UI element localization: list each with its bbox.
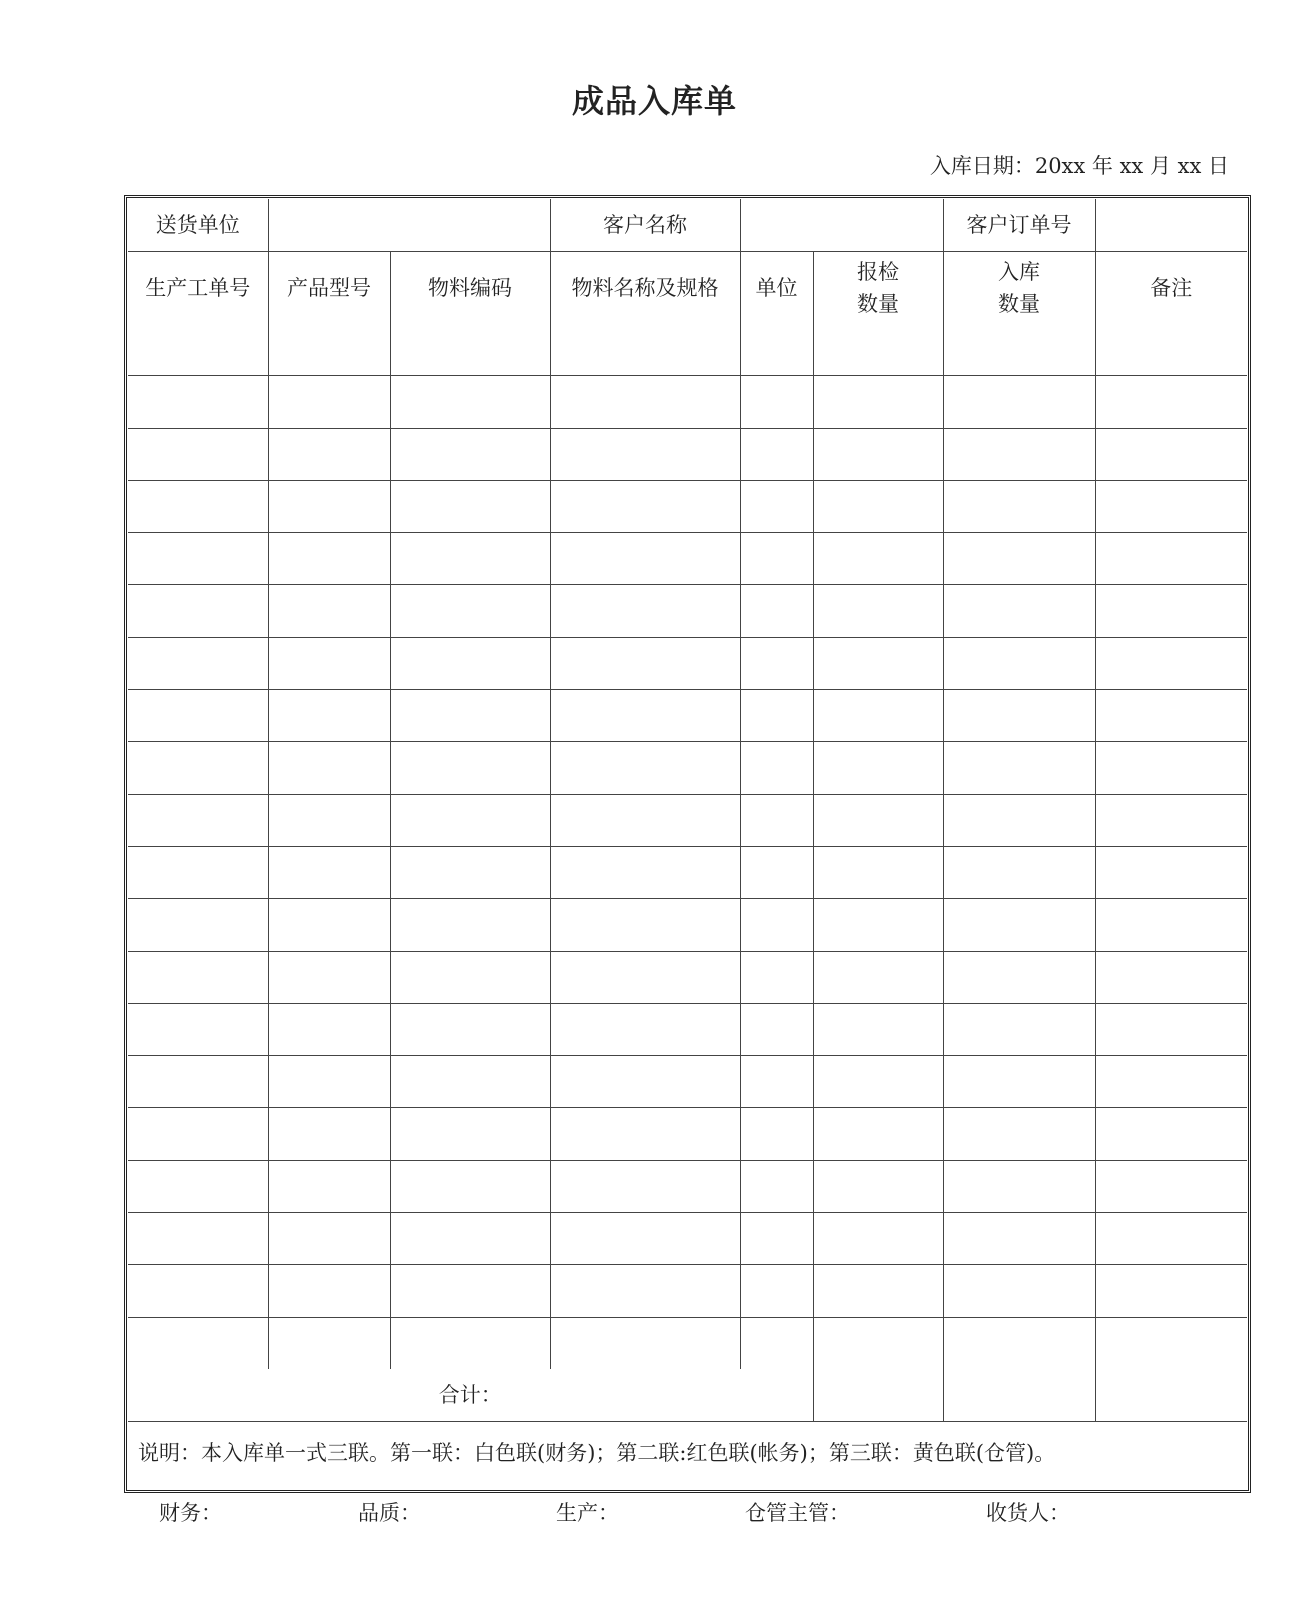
table-cell[interactable]	[813, 480, 943, 532]
table-cell[interactable]	[813, 1317, 943, 1369]
delivery-unit-label: 送货单位	[128, 199, 268, 252]
total-label: 合计：	[128, 1369, 813, 1422]
table-row	[128, 1003, 1247, 1055]
table-cell[interactable]	[1095, 1160, 1247, 1212]
table-cell[interactable]	[813, 742, 943, 794]
table-cell[interactable]	[740, 1003, 813, 1055]
table-cell[interactable]	[128, 637, 268, 689]
table-cell[interactable]	[390, 324, 550, 376]
table-cell[interactable]	[943, 1160, 1095, 1212]
table-cell[interactable]	[390, 1056, 550, 1108]
table-cell[interactable]	[268, 1160, 390, 1212]
table-cell[interactable]	[550, 324, 740, 376]
table-cell[interactable]	[813, 324, 943, 376]
total-row	[128, 1369, 1247, 1422]
table-cell[interactable]	[943, 480, 1095, 532]
table-cell[interactable]	[740, 1265, 813, 1317]
table-cell[interactable]	[268, 1056, 390, 1108]
table-row	[128, 1056, 1247, 1108]
column-header: 产品型号	[268, 252, 390, 325]
header-row-info	[128, 199, 1247, 252]
table-cell[interactable]	[268, 794, 390, 846]
table-cell[interactable]	[390, 428, 550, 480]
table-cell[interactable]	[740, 376, 813, 428]
table-row	[128, 1160, 1247, 1212]
table-cell[interactable]	[740, 533, 813, 585]
table-cell[interactable]	[943, 742, 1095, 794]
table-cell[interactable]	[550, 846, 740, 898]
table-cell[interactable]	[1095, 585, 1247, 637]
table-cell[interactable]	[943, 1265, 1095, 1317]
table-cell[interactable]	[128, 480, 268, 532]
table-cell[interactable]	[1095, 690, 1247, 742]
customer-order-field[interactable]	[1095, 199, 1247, 252]
column-header: 生产工单号	[128, 252, 268, 325]
table-cell[interactable]	[550, 794, 740, 846]
table-row	[128, 376, 1247, 428]
table-row	[128, 428, 1247, 480]
table-cell[interactable]	[390, 951, 550, 1003]
page-title: 成品入库单	[571, 82, 737, 120]
table-cell[interactable]	[550, 951, 740, 1003]
table-cell[interactable]	[128, 1108, 268, 1160]
table-cell[interactable]	[1095, 1003, 1247, 1055]
table-cell[interactable]	[390, 1265, 550, 1317]
table-cell[interactable]	[943, 1317, 1095, 1369]
table-cell[interactable]	[943, 428, 1095, 480]
table-cell[interactable]	[740, 324, 813, 376]
table-cell[interactable]	[268, 585, 390, 637]
table-cell[interactable]	[128, 1003, 268, 1055]
table-cell[interactable]	[390, 1003, 550, 1055]
total-inspected-field[interactable]	[813, 1369, 943, 1422]
table-cell[interactable]	[1095, 794, 1247, 846]
table-cell[interactable]	[550, 1160, 740, 1212]
table-cell[interactable]	[268, 899, 390, 951]
table-cell[interactable]	[943, 637, 1095, 689]
table-cell[interactable]	[128, 690, 268, 742]
table-cell[interactable]	[943, 376, 1095, 428]
column-header: 入库 数量	[943, 252, 1095, 325]
table-cell[interactable]	[1095, 480, 1247, 532]
table-cell[interactable]	[128, 899, 268, 951]
table-cell[interactable]	[943, 951, 1095, 1003]
table-cell[interactable]	[1095, 1108, 1247, 1160]
table-cell[interactable]	[813, 376, 943, 428]
note-text: 说明：本入库单一式三联。第一联：白色联(财务)；第二联:红色联(帐务)；第三联：黄色联(仓管)。	[128, 1421, 1247, 1485]
table-cell[interactable]	[128, 324, 268, 376]
table-cell[interactable]	[1095, 1213, 1247, 1265]
table-cell[interactable]	[740, 1108, 813, 1160]
column-header: 物料编码	[390, 252, 550, 325]
table-cell[interactable]	[128, 846, 268, 898]
receipt-table-frame	[124, 195, 1251, 1493]
table-cell[interactable]	[390, 1213, 550, 1265]
note-row	[128, 1421, 1247, 1485]
table-cell[interactable]	[943, 1056, 1095, 1108]
table-cell[interactable]	[390, 376, 550, 428]
table-cell[interactable]	[813, 951, 943, 1003]
table-cell[interactable]	[740, 951, 813, 1003]
table-cell[interactable]	[550, 1108, 740, 1160]
table-cell[interactable]	[128, 951, 268, 1003]
table-cell[interactable]	[128, 1265, 268, 1317]
table-cell[interactable]	[128, 1317, 268, 1369]
table-row	[128, 324, 1247, 376]
table-cell[interactable]	[1095, 951, 1247, 1003]
table-cell[interactable]	[740, 428, 813, 480]
table-cell[interactable]	[1095, 324, 1247, 376]
table-cell[interactable]	[943, 585, 1095, 637]
table-cell[interactable]	[813, 637, 943, 689]
table-cell[interactable]	[128, 742, 268, 794]
table-cell[interactable]	[550, 637, 740, 689]
table-cell[interactable]	[550, 1317, 740, 1369]
table-cell[interactable]	[813, 899, 943, 951]
table-cell[interactable]	[550, 585, 740, 637]
column-header: 报检 数量	[813, 252, 943, 325]
table-row	[128, 1108, 1247, 1160]
table-cell[interactable]	[390, 742, 550, 794]
table-cell[interactable]	[740, 1317, 813, 1369]
signature-production: 生产：	[556, 1501, 619, 1525]
table-row	[128, 794, 1247, 846]
table-row	[128, 637, 1247, 689]
table-cell[interactable]	[740, 794, 813, 846]
customer-name-label: 客户名称	[550, 199, 740, 252]
total-stocked-field[interactable]	[943, 1369, 1095, 1422]
table-cell[interactable]	[550, 376, 740, 428]
table-cell[interactable]	[943, 899, 1095, 951]
table-cell[interactable]	[550, 1265, 740, 1317]
table-cell[interactable]	[740, 480, 813, 532]
table-cell[interactable]	[550, 742, 740, 794]
table-cell[interactable]	[390, 794, 550, 846]
table-cell[interactable]	[943, 1108, 1095, 1160]
table-row	[128, 1317, 1247, 1369]
table-cell[interactable]	[813, 585, 943, 637]
table-cell[interactable]	[128, 533, 268, 585]
table-cell[interactable]	[128, 585, 268, 637]
table-cell[interactable]	[268, 1317, 390, 1369]
table-cell[interactable]	[390, 899, 550, 951]
table-cell[interactable]	[268, 1213, 390, 1265]
table-cell[interactable]	[740, 690, 813, 742]
table-cell[interactable]	[813, 1056, 943, 1108]
table-cell[interactable]	[268, 846, 390, 898]
table-row	[128, 585, 1247, 637]
table-cell[interactable]	[813, 1213, 943, 1265]
table-cell[interactable]	[268, 376, 390, 428]
signature-finance: 财务：	[159, 1501, 222, 1525]
table-cell[interactable]	[550, 1003, 740, 1055]
table-cell[interactable]	[128, 794, 268, 846]
table-cell[interactable]	[268, 1265, 390, 1317]
table-row	[128, 899, 1247, 951]
table-cell[interactable]	[268, 1108, 390, 1160]
table-cell[interactable]	[1095, 533, 1247, 585]
table-cell[interactable]	[1095, 742, 1247, 794]
table-cell[interactable]	[740, 899, 813, 951]
receipt-table	[128, 199, 1247, 1485]
column-header-row	[128, 252, 1247, 325]
table-cell[interactable]	[550, 899, 740, 951]
table-cell[interactable]	[550, 1213, 740, 1265]
table-row	[128, 1265, 1247, 1317]
table-cell[interactable]	[1095, 428, 1247, 480]
column-header: 备注	[1095, 252, 1247, 325]
table-cell[interactable]	[268, 533, 390, 585]
table-cell[interactable]	[813, 1265, 943, 1317]
table-cell[interactable]	[813, 794, 943, 846]
table-cell[interactable]	[813, 1003, 943, 1055]
table-cell[interactable]	[128, 428, 268, 480]
table-cell[interactable]	[813, 1108, 943, 1160]
table-cell[interactable]	[1095, 899, 1247, 951]
column-header: 物料名称及规格	[550, 252, 740, 325]
table-cell[interactable]	[740, 742, 813, 794]
table-cell[interactable]	[268, 742, 390, 794]
table-cell[interactable]	[390, 480, 550, 532]
table-cell[interactable]	[943, 1213, 1095, 1265]
table-cell[interactable]	[550, 428, 740, 480]
signature-receiver: 收货人：	[986, 1501, 1070, 1525]
table-cell[interactable]	[128, 1056, 268, 1108]
table-row	[128, 533, 1247, 585]
delivery-unit-field[interactable]	[268, 199, 550, 252]
table-cell[interactable]	[550, 480, 740, 532]
table-cell[interactable]	[390, 1317, 550, 1369]
table-cell[interactable]	[390, 585, 550, 637]
total-remark-field[interactable]	[1095, 1369, 1247, 1422]
table-cell[interactable]	[390, 1108, 550, 1160]
table-row	[128, 1213, 1247, 1265]
table-cell[interactable]	[740, 1160, 813, 1212]
table-cell[interactable]	[390, 690, 550, 742]
table-cell[interactable]	[390, 846, 550, 898]
table-cell[interactable]	[390, 533, 550, 585]
table-cell[interactable]	[813, 690, 943, 742]
table-cell[interactable]	[268, 690, 390, 742]
table-row	[128, 690, 1247, 742]
table-cell[interactable]	[740, 1056, 813, 1108]
table-cell[interactable]	[268, 637, 390, 689]
table-cell[interactable]	[128, 376, 268, 428]
table-cell[interactable]	[1095, 637, 1247, 689]
table-cell[interactable]	[740, 846, 813, 898]
table-cell[interactable]	[1095, 846, 1247, 898]
signature-quality: 品质：	[358, 1501, 421, 1525]
table-cell[interactable]	[128, 1160, 268, 1212]
table-cell[interactable]	[1095, 1056, 1247, 1108]
table-cell[interactable]	[268, 324, 390, 376]
table-cell[interactable]	[813, 1160, 943, 1212]
table-cell[interactable]	[943, 794, 1095, 846]
table-cell[interactable]	[740, 585, 813, 637]
table-cell[interactable]	[1095, 376, 1247, 428]
customer-name-field[interactable]	[740, 199, 943, 252]
signature-warehouse-supervisor: 仓管主管：	[745, 1501, 850, 1525]
table-row	[128, 846, 1247, 898]
table-cell[interactable]	[390, 637, 550, 689]
table-cell[interactable]	[390, 1160, 550, 1212]
table-cell[interactable]	[943, 533, 1095, 585]
table-cell[interactable]	[943, 324, 1095, 376]
table-cell[interactable]	[268, 480, 390, 532]
table-cell[interactable]	[550, 533, 740, 585]
table-cell[interactable]	[550, 690, 740, 742]
customer-order-label: 客户订单号	[943, 199, 1095, 252]
table-cell[interactable]	[128, 1213, 268, 1265]
table-cell[interactable]	[813, 846, 943, 898]
table-cell[interactable]	[268, 428, 390, 480]
table-cell[interactable]	[1095, 1265, 1247, 1317]
table-cell[interactable]	[943, 846, 1095, 898]
table-cell[interactable]	[943, 690, 1095, 742]
column-header: 单位	[740, 252, 813, 325]
table-cell[interactable]	[813, 533, 943, 585]
table-cell[interactable]	[550, 1056, 740, 1108]
table-cell[interactable]	[740, 637, 813, 689]
table-cell[interactable]	[740, 1213, 813, 1265]
table-cell[interactable]	[268, 951, 390, 1003]
table-cell[interactable]	[943, 1003, 1095, 1055]
table-row	[128, 951, 1247, 1003]
receipt-date: 入库日期：20xx 年 xx 月 xx 日	[929, 154, 1229, 178]
table-cell[interactable]	[813, 428, 943, 480]
table-row	[128, 480, 1247, 532]
table-cell[interactable]	[1095, 1317, 1247, 1369]
table-row	[128, 742, 1247, 794]
table-cell[interactable]	[268, 1003, 390, 1055]
